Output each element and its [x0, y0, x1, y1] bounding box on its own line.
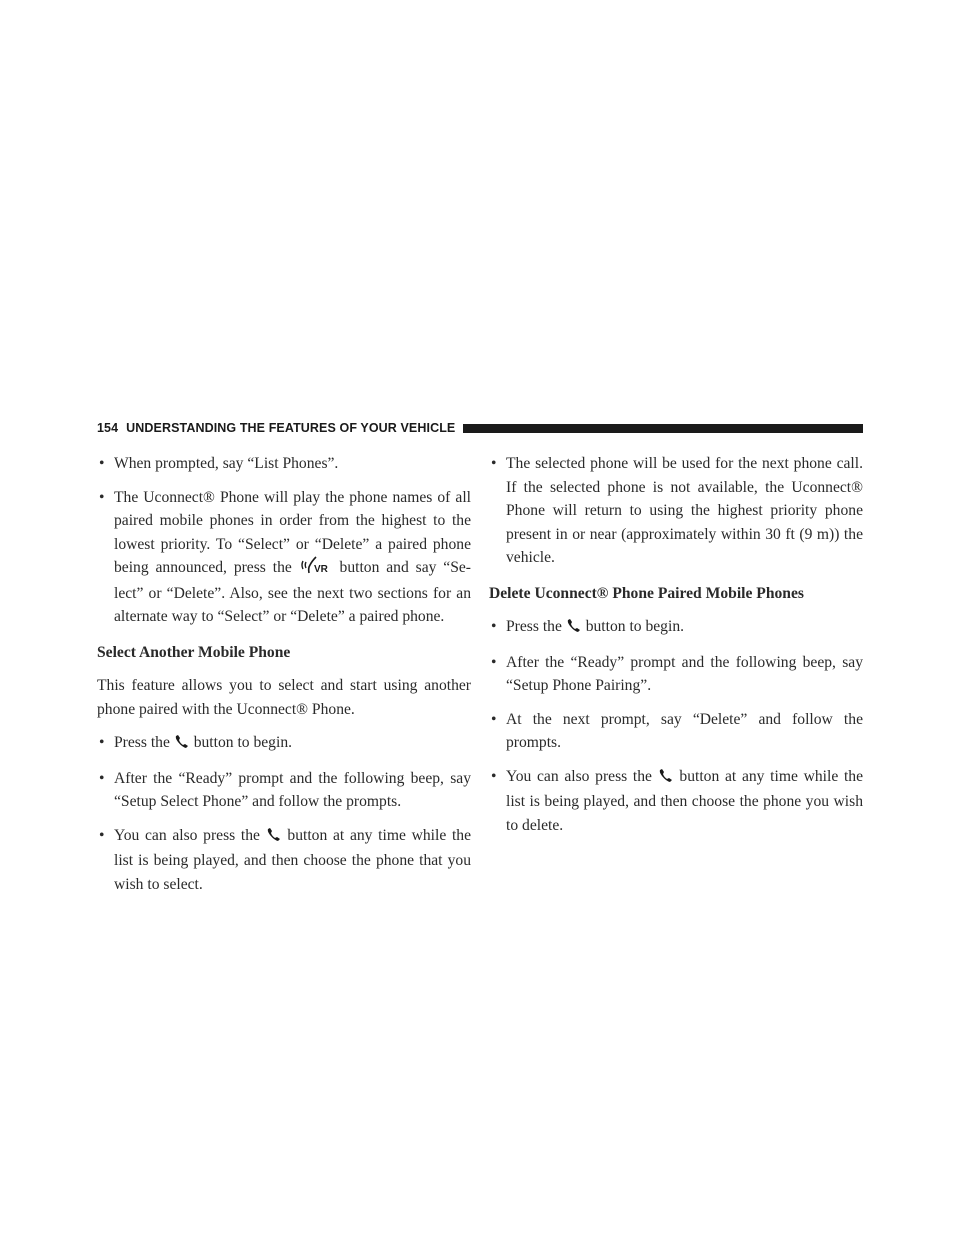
- left-column: [97, 452, 471, 906]
- bullet: •: [491, 618, 497, 635]
- bullet: •: [99, 455, 105, 472]
- right-column: [489, 452, 863, 847]
- bullet: •: [491, 455, 497, 472]
- list-item: • You can also press the button at any time while the list is being played, and then choose the phone that you wish to select.: [97, 824, 471, 897]
- list-item: • Press the button to begin.: [97, 731, 471, 757]
- list-item: • After the “Ready” prompt and the following beep, say “Setup Select Phone” and follow the prompts.: [97, 767, 471, 814]
- bullet: •: [491, 710, 497, 728]
- paragraph: This feature allows you to select and start using another phone paired with the Uconnect® Phone.: [97, 677, 471, 718]
- bullet: •: [99, 826, 105, 844]
- svg-text:VR: VR: [313, 564, 328, 574]
- page-header: [97, 418, 863, 438]
- phone-icon: [567, 617, 581, 641]
- bullet: •: [491, 767, 497, 785]
- bullet: •: [99, 769, 105, 787]
- section-heading: Select Another Mobile Phone: [97, 643, 291, 661]
- list-item: • After the “Ready” prompt and the following beep, say “Setup Phone Pairing”.: [489, 651, 863, 698]
- section-title: UNDERSTANDING THE FEATURES OF YOUR VEHICLE: [126, 421, 456, 435]
- voice-recognition-icon: [300, 556, 332, 582]
- list-item: • Press the button to begin.: [489, 615, 863, 641]
- phone-icon: [659, 767, 673, 791]
- section-heading: Delete Uconnect® Phone Paired Mobile Phones: [489, 584, 804, 602]
- page-number: 154: [97, 421, 119, 435]
- list-item: • The Uconnect® Phone will play the phone names of all paired mobile phones in order from the highest to the lowest priority. To “Select” or “Delete” a paired phone being announced, press the VR button and say “Se-lect” or “Delete”. Also, see the next two sections for an alternate way to “Select” or “Delete” a paired phone.: [97, 486, 471, 629]
- list-item: • You can also press the button at any time while the list is being played, and then choose the phone you wish to delete.: [489, 765, 863, 838]
- phone-icon: [175, 733, 189, 757]
- bullet: •: [99, 734, 105, 751]
- list-item: • At the next prompt, say “Delete” and follow the prompts.: [489, 708, 863, 755]
- header-rule: [463, 424, 863, 433]
- bullet: •: [99, 488, 105, 506]
- bullet: •: [491, 653, 497, 671]
- list-item: • The selected phone will be used for the next phone call. If the selected phone is not available, the Uconnect® Phone will return to using the highest priority phone present in or near (approximately within 30 ft (9 m)) the vehicle.: [489, 452, 863, 570]
- list-item: • When prompted, say “List Phones”.: [97, 452, 471, 476]
- phone-icon: [267, 826, 281, 850]
